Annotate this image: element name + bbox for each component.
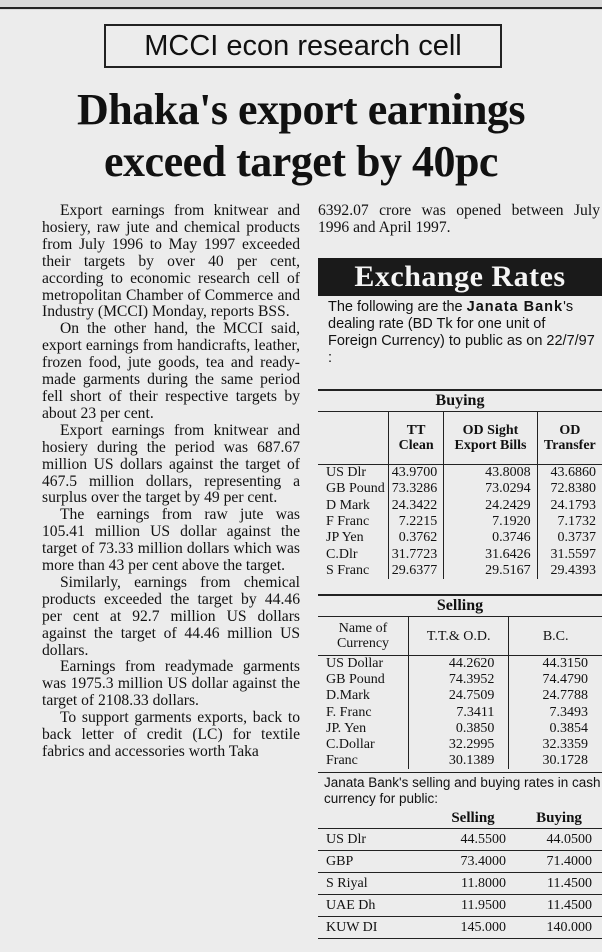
currency-name: D Mark xyxy=(326,497,370,513)
currency-name: UAE Dh xyxy=(318,895,430,917)
rate-value: 11.4500 xyxy=(516,873,602,895)
rate-value: 71.4000 xyxy=(516,851,602,873)
article-paragraph: On the other hand, the MCCI said, export earnings from handicrafts, leather, frozen food, jute goods, tea and ready-made garments during the same period fell short of their respective targets by about 23 per cent. xyxy=(42,320,300,422)
currency-name: KUW DI xyxy=(318,917,430,939)
bank-name: Janata Bank xyxy=(466,299,564,315)
rate-value: 73.0294 xyxy=(444,481,537,497)
buying-rates-table xyxy=(318,389,602,579)
rate-value: 44.3150 xyxy=(509,656,602,673)
rate-value: 7.2215 xyxy=(389,514,444,530)
selling-col-header: Name of Currency xyxy=(318,617,409,656)
rates-intro-text: The following are the xyxy=(328,299,467,315)
currency-name: GBP xyxy=(318,851,430,873)
selling-row xyxy=(318,753,602,769)
selling-title: Selling xyxy=(318,595,602,617)
currency-name: GB Pound xyxy=(326,672,385,688)
rate-value: 30.1389 xyxy=(409,753,509,769)
headline xyxy=(0,84,602,188)
rate-value: 0.3762 xyxy=(389,530,444,546)
rate-value: 31.6426 xyxy=(444,546,537,562)
rate-value: 43.6860 xyxy=(537,465,602,482)
article-continuation: 6392.07 crore was opened between July 1996 and April 1997. xyxy=(318,202,600,236)
rate-value: 11.4500 xyxy=(516,895,602,917)
rate-value: 145.000 xyxy=(430,917,516,939)
rate-value: 44.5500 xyxy=(430,829,516,851)
top-rule xyxy=(0,7,602,9)
rate-value: 44.0500 xyxy=(516,829,602,851)
buying-row xyxy=(318,514,602,530)
selling-col-header: B.C. xyxy=(509,617,602,656)
rate-value: 24.7788 xyxy=(509,688,602,704)
currency-name: C.Dlr xyxy=(326,546,358,562)
rate-value: 0.3854 xyxy=(509,721,602,737)
rate-value: 74.4790 xyxy=(509,672,602,688)
selling-row xyxy=(318,672,602,688)
selling-rates-table xyxy=(318,594,602,769)
rate-value: 30.1728 xyxy=(509,753,602,769)
cash-rates-note: Janata Bank's selling and buying rates in cash currency for public: xyxy=(318,772,602,807)
article-paragraph: To support garments exports, back to back letter of credit (LC) for textile fabrics and accessories worth Taka xyxy=(42,709,300,760)
headline-line-1: Dhaka's export earnings xyxy=(76,85,526,134)
rate-value: 43.8008 xyxy=(444,465,537,482)
cash-rows xyxy=(318,829,602,939)
article-paragraph: Earnings from readymade garments was 1975.3 million US dollar against the target of 2108.33 dollars. xyxy=(42,658,300,710)
cash-row xyxy=(318,851,602,873)
rate-value: 32.2995 xyxy=(409,737,509,753)
cash-col-blank xyxy=(318,808,430,829)
rate-value: 31.5597 xyxy=(537,546,602,562)
buying-row xyxy=(318,530,602,546)
currency-name: S Riyal xyxy=(318,873,430,895)
rate-value: 7.3411 xyxy=(409,705,509,721)
rate-value: 24.7509 xyxy=(409,688,509,704)
rates-intro xyxy=(328,299,596,367)
currency-name: US Dollar xyxy=(326,656,384,672)
article-body xyxy=(42,203,300,761)
currency-name: F. Franc xyxy=(326,704,372,720)
currency-name: US Dlr xyxy=(318,829,430,851)
rate-value: 7.1920 xyxy=(444,514,537,530)
buying-row xyxy=(318,465,602,482)
buying-row xyxy=(318,481,602,497)
cash-row xyxy=(318,873,602,895)
article-paragraph: The earnings from raw jute was 105.41 million US dollar against the target of 73.33 million dollars which was more than 43 per cent above the target. xyxy=(42,506,300,575)
selling-row xyxy=(318,688,602,704)
rate-value: 140.000 xyxy=(516,917,602,939)
buying-col-blank xyxy=(318,412,389,465)
cash-row xyxy=(318,895,602,917)
rate-value: 11.9500 xyxy=(430,895,516,917)
currency-name: JP. Yen xyxy=(326,720,367,736)
currency-name: JP Yen xyxy=(326,530,364,546)
buying-col-header: OD Sight Export Bills xyxy=(444,412,537,465)
rate-value: 44.2620 xyxy=(409,656,509,673)
rate-value: 24.1793 xyxy=(537,498,602,514)
rate-value: 74.3952 xyxy=(409,672,509,688)
cash-row xyxy=(318,829,602,851)
rate-value: 0.3850 xyxy=(409,721,509,737)
selling-row xyxy=(318,737,602,753)
rate-value: 0.3746 xyxy=(444,530,537,546)
currency-name: F Franc xyxy=(326,514,370,530)
buying-title: Buying xyxy=(318,390,602,412)
rate-value: 73.4000 xyxy=(430,851,516,873)
cash-rates-table xyxy=(318,808,602,939)
currency-name: Franc xyxy=(326,753,358,769)
rate-value: 24.2429 xyxy=(444,498,537,514)
cash-row xyxy=(318,917,602,939)
exchange-rates-header: Exchange Rates xyxy=(318,258,602,296)
buying-col-header: OD Transfer xyxy=(537,412,602,465)
selling-row xyxy=(318,705,602,721)
rate-value: 43.9700 xyxy=(389,465,444,482)
buying-rows xyxy=(318,465,602,580)
buying-col-header: TT Clean xyxy=(389,412,444,465)
buying-row xyxy=(318,563,602,579)
currency-name: C.Dollar xyxy=(326,737,375,753)
currency-name: D.Mark xyxy=(326,688,370,704)
section-kicker: MCCI econ research cell xyxy=(104,24,502,68)
rate-value: 29.4393 xyxy=(537,563,602,579)
rate-value: 29.5167 xyxy=(444,563,537,579)
rate-value: 72.8380 xyxy=(537,481,602,497)
rate-value: 7.1732 xyxy=(537,514,602,530)
currency-name: US Dlr xyxy=(326,465,367,481)
rate-value: 0.3737 xyxy=(537,530,602,546)
selling-col-header: T.T.& O.D. xyxy=(409,617,509,656)
rate-value: 7.3493 xyxy=(509,705,602,721)
cash-col-header: Selling xyxy=(430,808,516,829)
cash-col-header: Buying xyxy=(516,808,602,829)
rates-intro-text: 's dealing rate (BD Tk for one unit of Foreign Currency) to public as on 22/7/97 : xyxy=(328,299,595,366)
selling-row xyxy=(318,656,602,673)
previous-article-strip xyxy=(0,0,602,10)
rate-value: 31.7723 xyxy=(389,546,444,562)
currency-name: GB Pound xyxy=(326,481,385,497)
rate-value: 29.6377 xyxy=(389,563,444,579)
rate-value: 11.8000 xyxy=(430,873,516,895)
rate-value: 24.3422 xyxy=(389,498,444,514)
buying-row xyxy=(318,498,602,514)
selling-row xyxy=(318,721,602,737)
rate-value: 73.3286 xyxy=(389,481,444,497)
buying-row xyxy=(318,546,602,562)
headline-line-2: exceed target by 40pc xyxy=(104,137,498,186)
article-paragraph: Export earnings from knitwear and hosiery during the period was 687.67 million US dollars against the target of 467.5 million dollars, representing a surplus over the target by 49 per cent. xyxy=(42,421,300,507)
currency-name: S Franc xyxy=(326,562,370,578)
article-paragraph: Export earnings from knitwear and hosiery, raw jute and chemical products from July 1996 to May 1997 exceeded their targets by over 40 per cent, according to economic research cell of metropolitan Chamber of Commerce and Industry (MCCI) Monday, reports BSS. xyxy=(42,202,300,321)
article-paragraph: Similarly, earnings from chemical products exceeded the target by 44.46 per cent at 92.7 million US dollars against the target of 44.46 million US dollars. xyxy=(42,573,300,659)
selling-rows xyxy=(318,656,602,770)
rate-value: 32.3359 xyxy=(509,737,602,753)
